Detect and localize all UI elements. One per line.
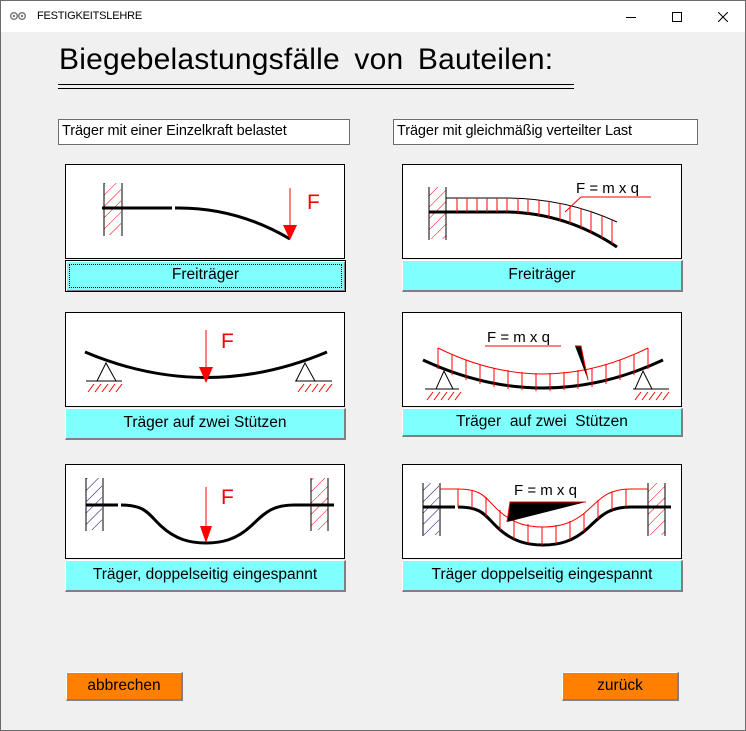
- button-label: zurück: [597, 677, 643, 694]
- maximize-button[interactable]: [654, 1, 700, 32]
- button-label: Träger auf zwei Stützen: [456, 413, 628, 430]
- button-fixed-both-ends-distributed-load[interactable]: [402, 560, 683, 592]
- load-formula-label: F = m x q: [487, 329, 550, 346]
- button-label: Träger, doppelseitig eingespannt: [92, 566, 318, 583]
- close-icon: [718, 12, 728, 22]
- force-label: F: [221, 486, 234, 509]
- button-label: Träger auf zwei Stützen: [123, 414, 287, 431]
- load-formula-label: F = m x q: [514, 482, 577, 499]
- two-supports-distributed-load-diagram: [403, 313, 682, 407]
- app-icon: [10, 11, 26, 21]
- force-label: F: [307, 191, 320, 214]
- maximize-icon: [672, 12, 682, 22]
- back-button[interactable]: [562, 672, 679, 701]
- title-underline: [58, 88, 574, 89]
- fixed-both-ends-point-load-diagram: [66, 465, 345, 559]
- diagram-cantilever-distributed-load: [402, 164, 682, 259]
- title-underline: [58, 84, 574, 85]
- diagram-fixed-both-ends-point-load: [65, 464, 345, 559]
- title-bar: [1, 1, 745, 32]
- diagram-fixed-both-ends-distributed-load: [402, 464, 682, 559]
- fixed-both-ends-distributed-load-diagram: [403, 465, 682, 559]
- force-label: F: [221, 330, 234, 353]
- button-cantilever-point-load[interactable]: [65, 260, 346, 292]
- section-label-point-load: Träger mit einer Einzelkraft belastet: [58, 119, 350, 145]
- button-label: Träger doppelseitig eingespannt: [431, 566, 653, 583]
- diagram-two-supports-point-load: [65, 312, 345, 407]
- close-button[interactable]: [700, 1, 746, 32]
- cancel-button[interactable]: [66, 672, 183, 701]
- button-label: Freiträger: [171, 266, 240, 283]
- page-title: Biegebelastungsfälle von Bauteilen:: [59, 43, 554, 76]
- section-label-distributed-load: Träger mit gleichmäßig verteilter Last: [393, 119, 698, 145]
- minimize-icon: [626, 12, 636, 22]
- button-label: abbrechen: [87, 677, 161, 694]
- focus-ring: [69, 264, 342, 288]
- button-fixed-both-ends-point-load[interactable]: [65, 560, 346, 592]
- minimize-button[interactable]: [608, 1, 654, 32]
- load-formula-label: F = m x q: [576, 180, 639, 197]
- button-label: Freiträger: [508, 266, 576, 283]
- two-supports-point-load-diagram: [66, 313, 345, 407]
- cantilever-distributed-load-diagram: [403, 165, 682, 259]
- diagram-two-supports-distributed-load: [402, 312, 682, 407]
- window-title: FESTIGKEITSLEHRE: [37, 10, 142, 22]
- diagram-cantilever-point-load: [65, 164, 345, 259]
- button-cantilever-distributed-load[interactable]: [402, 260, 683, 292]
- cantilever-point-load-diagram: [66, 165, 345, 259]
- button-two-supports-point-load[interactable]: [65, 408, 346, 440]
- button-two-supports-distributed-load[interactable]: [402, 408, 683, 437]
